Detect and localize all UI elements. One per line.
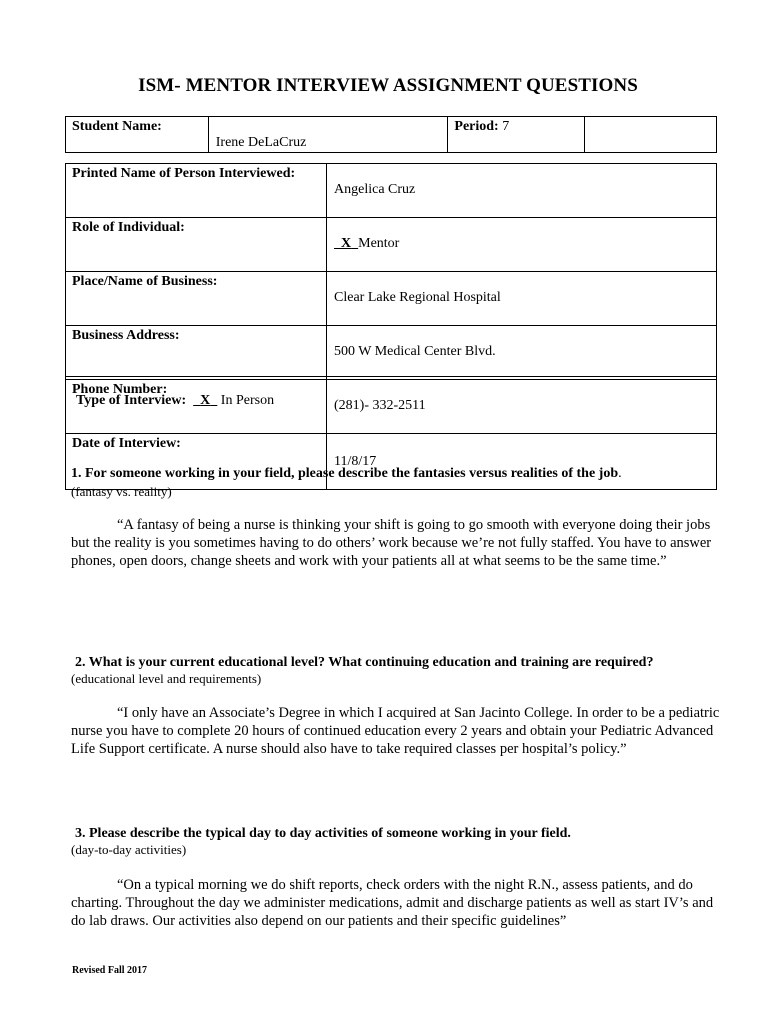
student-name-cell [208, 117, 448, 153]
student-name-value: Irene DeLaCruz [215, 135, 307, 150]
field-row [66, 272, 717, 326]
question-3-answer: “On a typical morning we do shift reports, check orders with the night R.N., assess patients, and do charting. Throughout the day we administer medications, admit and discharge patients as well as start IV’s and do lab draws. Our activities also depend on our patients and their specific guidelines” [71, 877, 714, 929]
student-name-label: Student Name: [72, 119, 162, 134]
field-value-cell [327, 218, 717, 272]
question-3-title: 3. Please describe the typical day to day activities of someone working in your field. [75, 826, 571, 841]
question-3-subtitle: (day-to-day activities) [71, 842, 187, 857]
interview-type-box [65, 376, 717, 434]
field-label: Date of Interview: [72, 436, 181, 451]
field-label: Phone Number: [72, 382, 168, 397]
question-2-subtitle: (educational level and requirements) [71, 671, 262, 686]
field-value-cell [327, 272, 717, 326]
page-title: ISM- MENTOR INTERVIEW ASSIGNMENT QUESTIONS [138, 75, 638, 96]
student-info-table [65, 116, 717, 153]
interview-type-value: In Person [220, 393, 275, 408]
field-label-cell [66, 272, 327, 326]
field-row [66, 326, 717, 380]
interviewee-name-value: Angelica Cruz [334, 182, 416, 197]
field-value-cell [327, 326, 717, 380]
interview-date-value: 11/8/17 [334, 454, 377, 469]
field-label: Printed Name of Person Interviewed: [72, 166, 296, 181]
field-label: Business Address: [72, 328, 180, 343]
phone-number-value: (281)- 332-2511 [334, 398, 426, 413]
revision-note: Revised Fall 2017 [72, 965, 147, 976]
question-2-title: 2. What is your current educational level? What continuing education and training are required? [75, 655, 654, 670]
field-row [66, 218, 717, 272]
business-name-value: Clear Lake Regional Hospital [334, 290, 501, 305]
interview-type-label: Type of Interview: [76, 393, 187, 408]
interview-type-line [76, 393, 274, 409]
period-cell [448, 117, 585, 153]
field-value-cell [327, 164, 717, 218]
blank-cell [585, 117, 717, 153]
student-name-label-cell [66, 117, 209, 153]
field-label-cell [66, 326, 327, 380]
period-value: 7 [502, 119, 510, 134]
period-label: Period: [454, 119, 499, 134]
field-label: Place/Name of Business: [72, 274, 218, 289]
interview-type-mark: X [200, 393, 211, 408]
question-1-subtitle: (fantasy vs. reality) [71, 484, 172, 499]
question-2-answer: “I only have an Associate’s Degree in which I acquired at San Jacinto College. In order to be a pediatric nurse you have to complete 20 hours of continued education every 2 years and obtain your Pediatric Advanced Life Support certificate. A nurse should also have to take required classes per hospital’s policy.” [71, 705, 720, 757]
role-value: Mentor [358, 236, 400, 251]
field-row [66, 164, 717, 218]
field-label-cell [66, 218, 327, 272]
interview-details-table [65, 163, 717, 490]
field-label: Role of Individual: [72, 220, 185, 235]
field-label-cell [66, 164, 327, 218]
business-address-value: 500 W Medical Center Blvd. [334, 344, 496, 359]
role-mark: X [341, 236, 352, 251]
question-1-title: 1. For someone working in your field, please describe the fantasies versus realities of the job. [71, 466, 622, 481]
question-1-answer: “A fantasy of being a nurse is thinking your shift is going to go smooth with everyone doing their jobs but the reality is you sometimes having to do others’ work because we’re not fully staffed. You have to answer phones, open doors, change sheets and work with your patients all at what seems to be the same time.” [71, 517, 712, 569]
